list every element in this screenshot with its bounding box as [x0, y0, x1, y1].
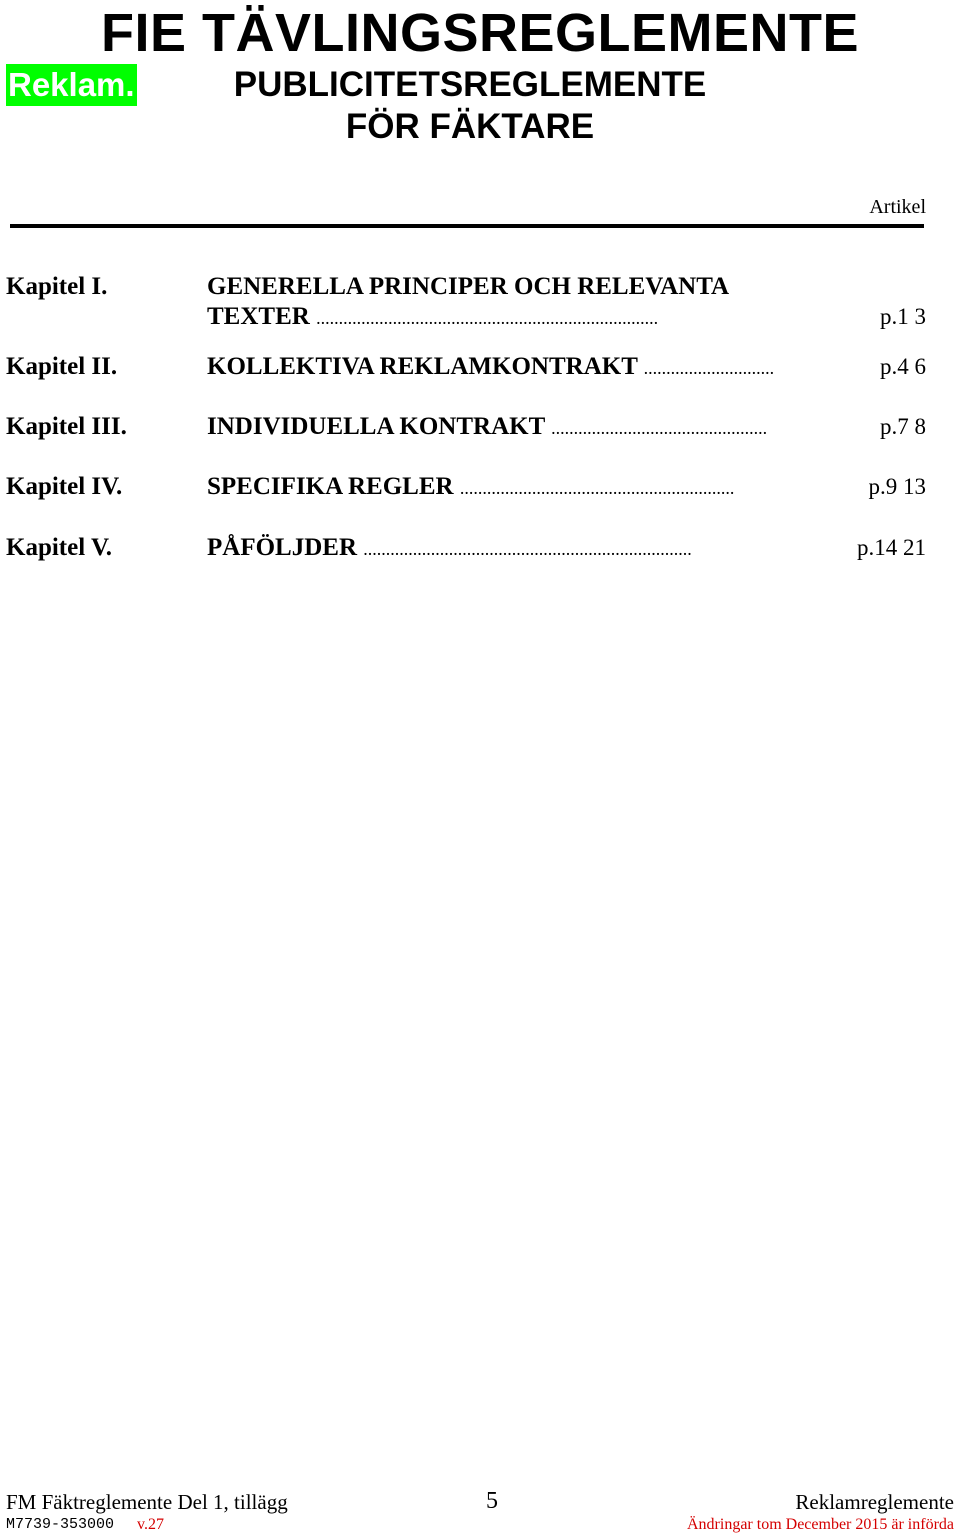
article-column-label: Artikel	[869, 196, 926, 218]
header-divider	[10, 224, 924, 228]
toc-chapter-title: SPECIFIKA REGLER .............................................................	[207, 473, 735, 500]
footer-document-code: M7739-353000	[6, 1516, 115, 1533]
subtitle-line-2: FÖR FÄKTARE	[345, 107, 595, 146]
toc-entry-chapter-5[interactable]	[6, 533, 926, 563]
toc-page-range: p.7 8	[880, 414, 926, 439]
toc-chapter-title-continued: TEXTER ............................................................................	[207, 303, 659, 330]
document-title: FIE TÄVLINGSREGLEMENTE	[100, 3, 860, 63]
toc-chapter-number: Kapitel II.	[6, 353, 118, 380]
toc-chapter-number: Kapitel IV.	[6, 473, 123, 500]
toc-leader-dots: .............................	[643, 358, 775, 378]
toc-chapter-number: Kapitel III.	[6, 413, 127, 440]
footer-document-name: FM Fäktreglemente Del 1, tillägg	[6, 1490, 288, 1514]
toc-page-range: p.4 6	[880, 354, 926, 379]
toc-chapter-title: GENERELLA PRINCIPER OCH RELEVANTA	[207, 273, 730, 300]
toc-entry-chapter-1[interactable]	[6, 272, 926, 332]
toc-chapter-title: INDIVIDUELLA KONTRAKT ................................................	[207, 413, 768, 440]
toc-chapter-title: KOLLEKTIVA REKLAMKONTRAKT .............................	[207, 353, 775, 380]
reklam-badge: Reklam.	[6, 64, 137, 106]
toc-leader-dots: .........................................................................	[363, 539, 692, 559]
document-subtitle	[220, 64, 720, 148]
toc-chapter-number: Kapitel V.	[6, 534, 113, 561]
toc-leader-dots: .............................................................	[459, 478, 735, 498]
toc-entry-chapter-4[interactable]	[6, 472, 926, 502]
footer-section-name: Reklamreglemente	[795, 1490, 954, 1514]
toc-page-range: p.14 21	[857, 535, 926, 560]
toc-page-range: p.9 13	[868, 474, 926, 499]
footer-changes-note: Ändringar tom December 2015 är införda	[686, 1516, 954, 1533]
toc-entry-chapter-3[interactable]	[6, 412, 926, 442]
toc-entry-chapter-2[interactable]	[6, 352, 926, 382]
toc-chapter-title: PÅFÖLJDER .........................................................................	[207, 534, 692, 561]
footer-page-number: 5	[486, 1488, 498, 1514]
toc-chapter-number: Kapitel I.	[6, 273, 108, 300]
toc-leader-dots: ................................................	[551, 418, 768, 438]
footer-version: v.27	[137, 1516, 164, 1533]
toc-leader-dots: ............................................................................	[316, 308, 659, 328]
toc-page-range: p.1 3	[880, 304, 926, 329]
subtitle-line-1: PUBLICITETSREGLEMENTE	[233, 65, 707, 104]
